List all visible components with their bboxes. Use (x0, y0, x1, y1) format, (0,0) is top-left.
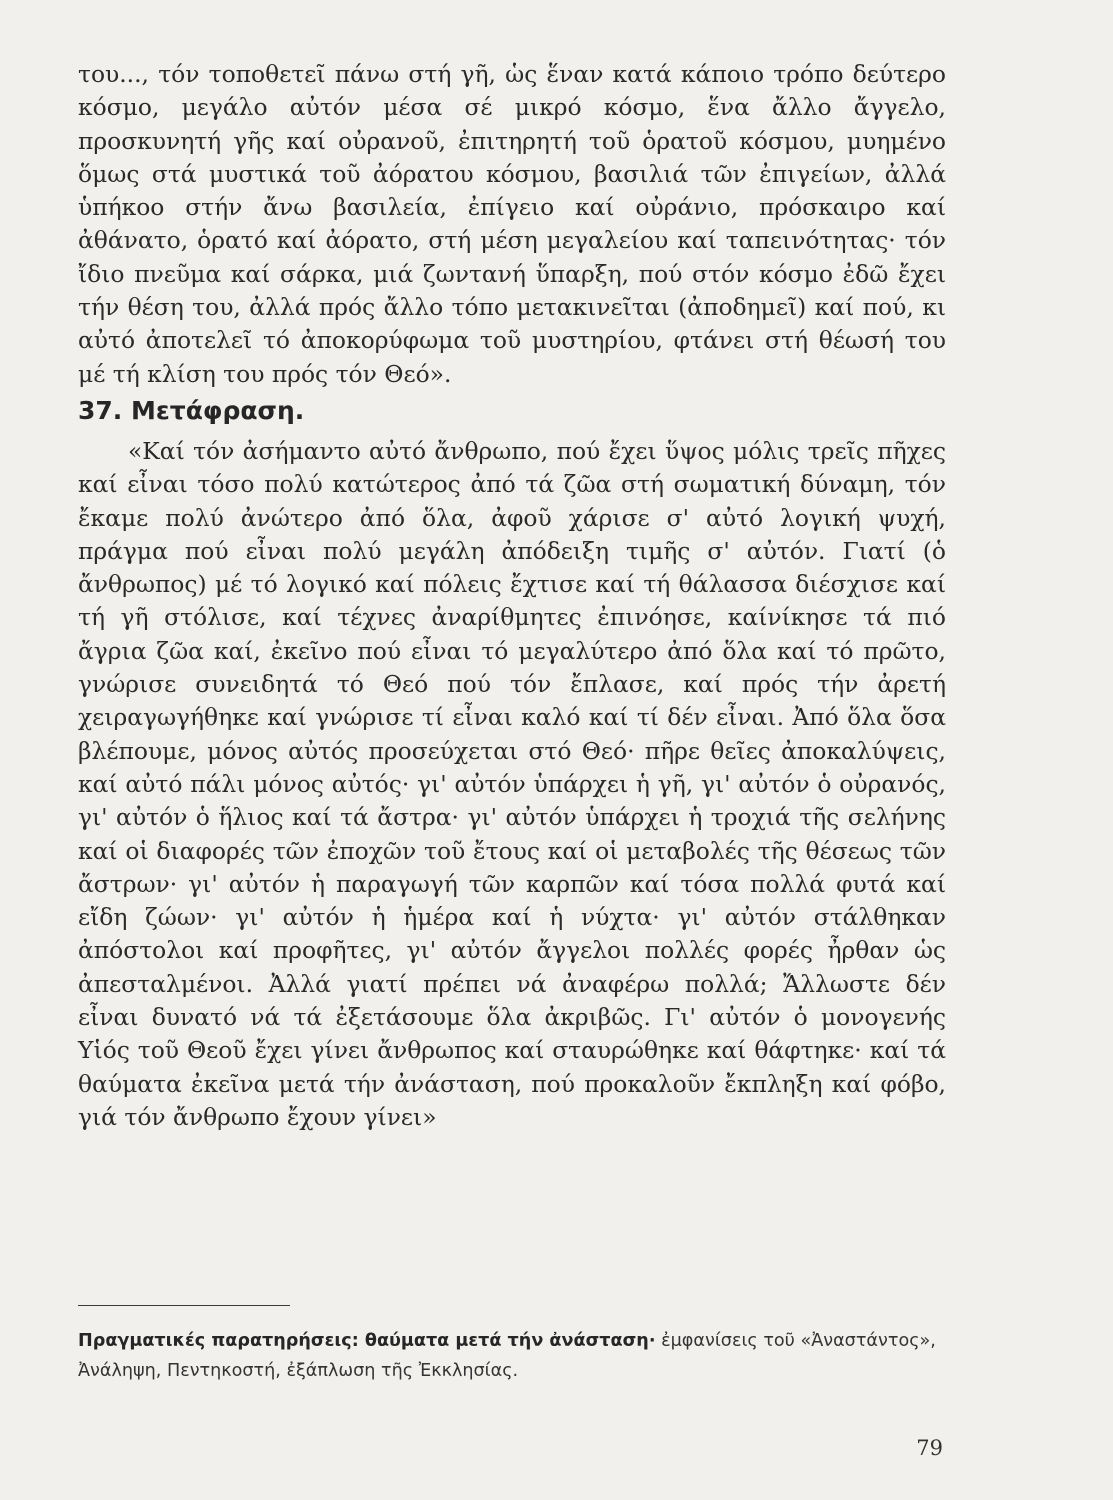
paragraph-continuation: του..., τόν τοποθετεῖ πάνω στή γῆ, ὡς ἕναν κατά κάποιο τρόπο δεύτερο κόσμο, μεγάλο αὐτόν μέσα σέ μικρό κόσμο, ἕνα ἄλλο ἄγγελο, προσκυνητή γῆς καί οὐρανοῦ, ἐπιτηρητή τοῦ ὁρατοῦ κόσμου, μυημένο ὅμως στά μυστικά τοῦ ἀόρατου κόσμου, βασιλιά τῶν ἐπιγείων, ἀλλά ὑπήκοο στήν ἄνω βασιλεία, ἐπίγειο καί οὐράνιο, πρόσκαιρο καί ἀθάνατο, ὁρατό καί ἀόρατο, στή μέση μεγαλείου καί ταπεινότητας· τόν ἴδιο πνεῦμα καί σάρκα, μιά ζωντανή ὕπαρξη, πού στόν κόσμο ἐδῶ ἔχει τήν θέση του, ἀλλά πρός ἄλλο τόπο μετακινεῖται (ἀποδημεῖ) καί πού, κι αὐτό ἀποτελεῖ τό ἀποκορύφωμα τοῦ μυστηρίου, φτάνει στή θέωσή του μέ τή κλίση του πρός τόν Θεό». (78, 60, 946, 388)
footnote-text: ἐμφανίσεις τοῦ «Ἀναστάντος», Ἀνάληψη, Πεντηκοστή, ἐξάπλωση τῆς Ἐκκλησίας. (78, 1331, 936, 1381)
paragraph-translation: «Καί τόν ἀσήμαντο αὐτό ἄνθρωπο, πού ἔχει ὕψος μόλις τρεῖς πῆχες καί εἶναι τόσο πολύ κατώτερος ἀπό τά ζῶα στή σωματική δύναμη, τόν ἔκαμε πολύ ἀνώτερο ἀπό ὅλα, ἀφοῦ χάρισε σ' αὐτό λογική ψυχή, πράγμα πού εἶναι πολύ μεγάλη ἀπόδειξη τιμῆς σ' αὐτόν. Γιατί (ὁ ἄνθρωπος) μέ τό λογικό καί πόλεις ἔχτισε καί τή θάλασσα διέσχισε καί τή γῆ στόλισε, καί τέχνες ἀναρίθμητες ἐπινόησε, καίνίκησε τά πιό ἄγρια ζῶα καί, ἐκεῖνο πού εἶναι τό μεγαλύτερο ἀπό ὅλα καί τό πρῶτο, γνώρισε συνειδητά τό Θεό πού τόν ἔπλασε, καί πρός τήν ἀρετή χειραγωγήθηκε καί γνώρισε τί εἶναι καλό καί τί δέν εἶναι. Ἀπό ὅλα ὅσα βλέπουμε, μόνος αὐτός προσεύχεται στό Θεό· πῆρε θεῖες ἀποκαλύψεις, καί αὐτό πάλι μόνος αὐτός· γι' αὐτόν ὑπάρχει ἡ γῆ, γι' αὐτόν ὁ οὐρανός, γι' αὐτόν ὁ ἥλιος καί τά ἄστρα· γι' αὐτόν ὑπάρχει ἡ τροχιά τῆς σελήνης καί οἱ διαφορές τῶν ἐποχῶν τοῦ ἔτους καί οἱ μεταβολές τῆς θέσεως τῶν ἄστρων· γι' αὐτόν ἡ παραγωγή τῶν καρπῶν καί τόσα πολλά φυτά καί εἴδη ζώων· γι' αὐτόν ἡ ἡμέρα καί ἡ νύχτα· γι' αὐτόν στάλθηκαν ἀπόστολοι καί προφῆτες, γι' αὐτόν ἄγγελοι πολλές φορές ἦρθαν ὡς ἀπεσταλμένοι. Ἀλλά γιατί πρέπει νά ἀναφέρω πολλά; Ἄλλωστε δέν εἶναι δυνατό νά τά ἐξετάσουμε ὅλα ἀκριβῶς. Γι' αὐτόν ὁ μονογενής Υἱός τοῦ Θεοῦ ἔχει γίνει ἄνθρωπος καί σταυρώθηκε καί θάφτηκε· καί τά θαύματα ἐκεῖνα μετά τήν ἀνάσταση, πού προκαλοῦν ἔκπληξη καί φόβο, γιά τόν ἄνθρωπο ἔχουν γίνει» (78, 436, 946, 1131)
main-text (78, 58, 946, 1134)
page-number: 79 (916, 1436, 943, 1460)
footnote-bold-label: Πραγματικές παρατηρήσεις: θαύματα μετά τήν ἀνάσταση· (78, 1331, 656, 1351)
footnote (78, 1326, 946, 1386)
section-heading: 37. Μετάφραση. (78, 395, 305, 425)
footnote-divider (78, 1305, 290, 1306)
